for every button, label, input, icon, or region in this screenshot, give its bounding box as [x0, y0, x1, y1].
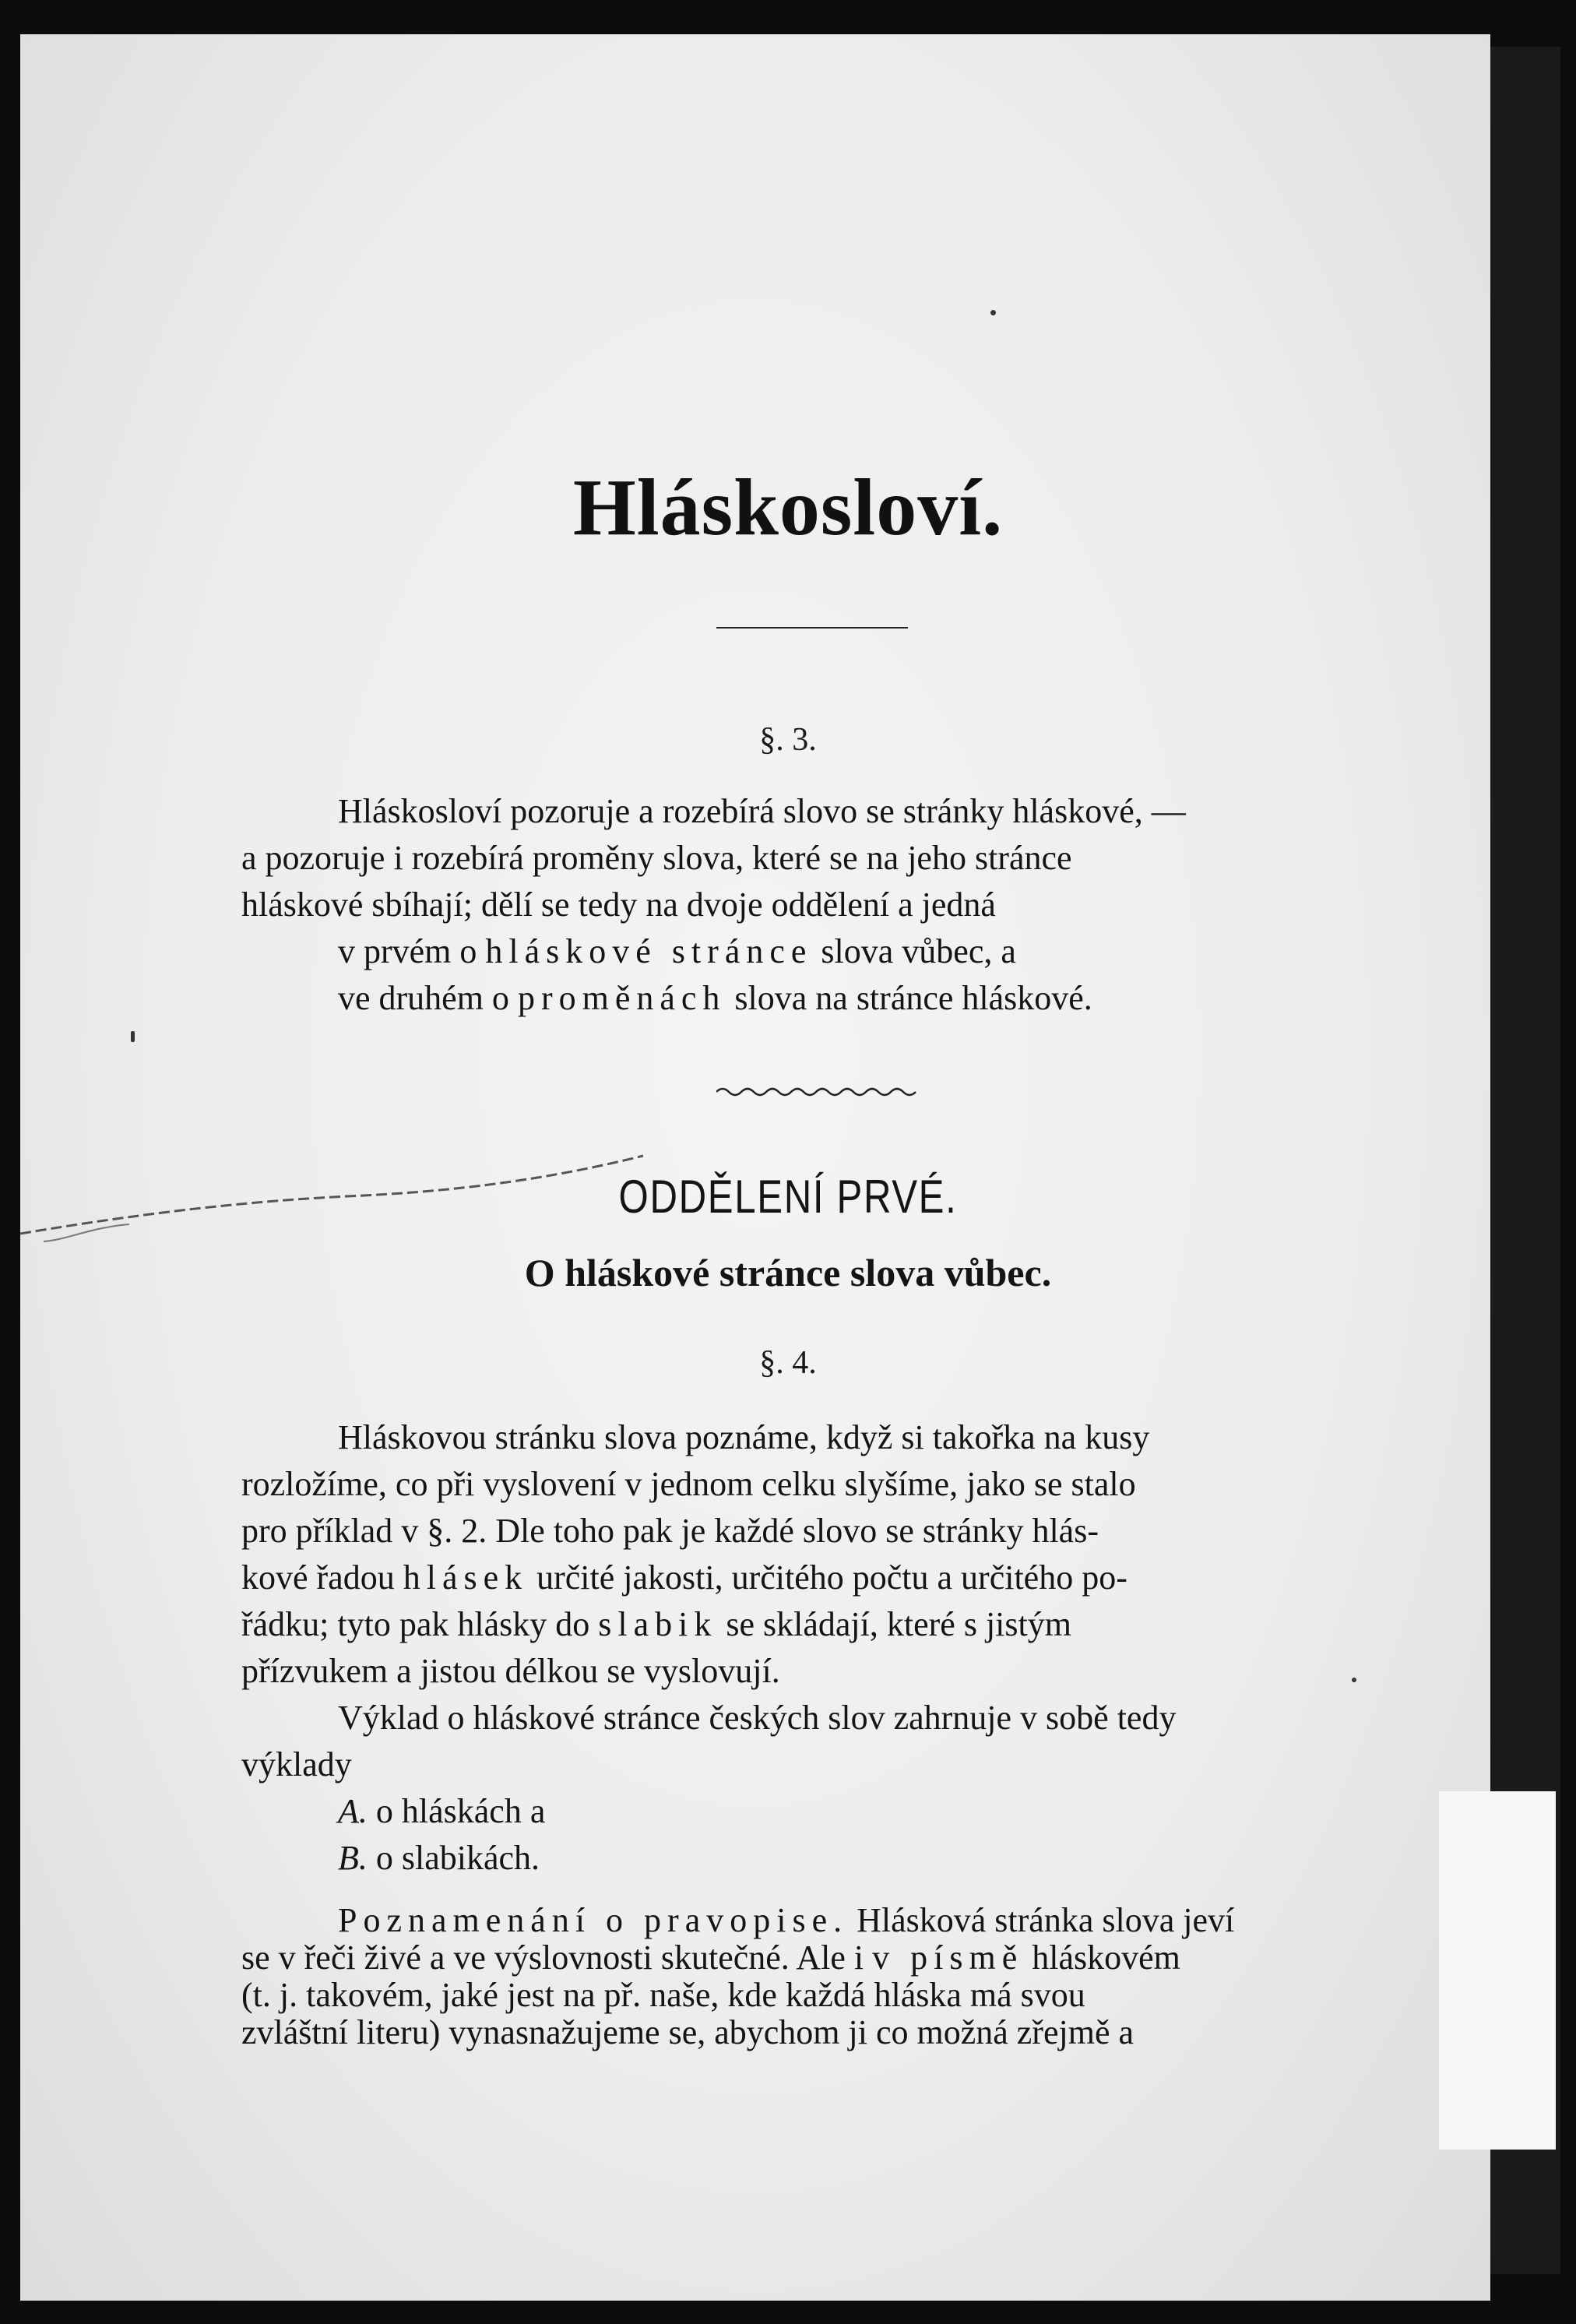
text-line: zvláštní literu) vynasnažujeme se, abychom ji co možná zřejmě a — [241, 2013, 1134, 2051]
text-span — [338, 1902, 1234, 1939]
text-span — [241, 1555, 1127, 1601]
text-line: Výklad o hláskové stránce českých slov zahrnuje v sobě tedy — [338, 1699, 1177, 1737]
list-letter: B. — [338, 1839, 368, 1877]
text-span: se v řeči živé a ve výslovnosti skutečné. Ale i — [241, 1938, 873, 1977]
text-line — [241, 928, 1490, 975]
text-span: o slabikách. — [367, 1839, 540, 1877]
spaced-text: hláskové stránce — [485, 932, 813, 970]
text-line: pro příklad v §. 2. Dle toho pak je každé slovo se stránky hlás- — [241, 1512, 1099, 1550]
text-line: a pozoruje i rozebírá proměny slova, které se na jeho stránce — [241, 839, 1072, 877]
section-subtitle: O hláskové stránce slova vůbec. — [524, 1251, 1052, 1294]
text-span — [241, 1601, 1071, 1648]
text-line — [241, 1601, 1394, 1648]
list-letter: A. — [338, 1792, 368, 1830]
text-span: slova vůbec, a — [812, 932, 1016, 970]
list-item-b — [241, 1835, 1490, 1882]
text-line — [241, 1555, 1394, 1601]
title-rule — [716, 627, 908, 629]
speck — [990, 310, 996, 315]
section-title: ODDĚLENÍ PRVÉ. — [618, 1171, 958, 1223]
spaced-text: hlásek — [403, 1558, 529, 1597]
text-line: Hláskovou stránku slova poznáme, když si takořka na kusy — [338, 1418, 1150, 1456]
text-span: hláskovém — [1023, 1938, 1180, 1977]
speck — [1352, 1678, 1356, 1682]
list-item-a — [241, 1788, 1490, 1835]
paragraph-3 — [241, 788, 1394, 1022]
text-line — [241, 1939, 1394, 1977]
text-span — [241, 1939, 1180, 1977]
text-span: se skládají, které s jistým — [717, 1605, 1071, 1643]
text-line: hláskové sbíhají; dělí se tedy na dvoje oddělení a jedná — [241, 886, 996, 924]
spaced-text: v písmě — [872, 1938, 1024, 1977]
paragraph-4 — [241, 1414, 1394, 1882]
text-span: kové řadou — [241, 1558, 403, 1597]
section-sign-4: §. 4. — [759, 1345, 817, 1381]
text-span: slova na stránce hláskové. — [726, 979, 1092, 1017]
text-span: v prvém o — [338, 932, 486, 970]
paragraph-orthography — [241, 1902, 1394, 2051]
text-line: výklady — [241, 1745, 352, 1783]
text-line: přízvukem a jistou délkou se vyslovují. — [241, 1652, 780, 1690]
text-line — [241, 1902, 1394, 1939]
text-line: rozložíme, co při vyslovení v jednom celku slyšíme, jako se stalo — [241, 1465, 1136, 1503]
spaced-text: proměnách — [517, 979, 726, 1017]
text-line: Hláskosloví pozoruje a rozebírá slovo se stránky hláskové, — — [338, 792, 1186, 830]
text-span: řádku; tyto pak hlásky do — [241, 1605, 599, 1643]
text-line — [241, 975, 1490, 1022]
text-span: Hlásková stránka slova jeví — [848, 1901, 1235, 1939]
section-sign-3: §. 3. — [759, 722, 817, 758]
spaced-text: Poznamenání o pravopise. — [338, 1901, 849, 1939]
text-span: o hláskách a — [367, 1792, 546, 1830]
text-span: určité jakosti, určitého počtu a určitého po- — [528, 1558, 1127, 1597]
speck — [131, 1031, 135, 1042]
spaced-text: slabik — [598, 1605, 718, 1643]
text-line: (t. j. takovém, jaké jest na př. naše, kde každá hláska má svou — [241, 1976, 1085, 2014]
text-span: ve druhém o — [338, 979, 518, 1017]
chapter-title: Hláskosloví. — [572, 463, 1004, 552]
wavy-divider — [716, 1084, 919, 1100]
